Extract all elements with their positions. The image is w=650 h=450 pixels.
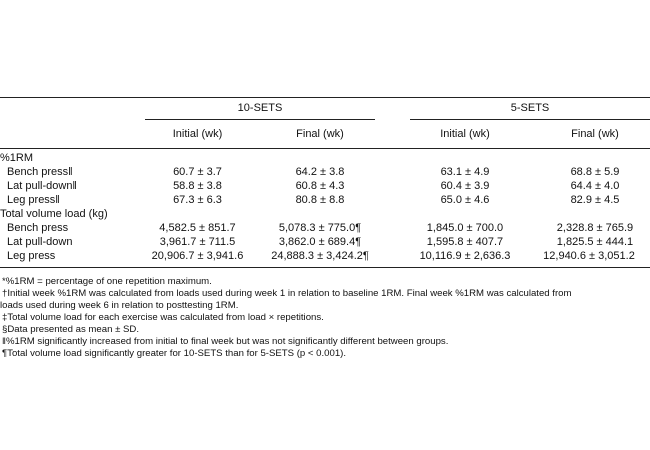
cell-value: 60.7 ± 3.7	[173, 166, 222, 178]
cell-value: 65.0 ± 4.6	[440, 194, 490, 206]
cell-value: 64.4 ± 4.0	[570, 180, 620, 192]
subhead-5-initial: Initial (wk)	[440, 128, 490, 140]
cell-value: 3,862.0 ± 689.4¶	[278, 236, 362, 248]
cell-value: 80.8 ± 8.8	[295, 194, 345, 206]
cell-value: 58.8 ± 3.8	[173, 180, 222, 192]
subhead-5-final: Final (wk)	[571, 128, 619, 140]
footnote: †Initial week %1RM was calculated from loads used during week 1 in relation to baseline 1RM. Final week %1RM was calculated from	[2, 288, 572, 299]
cell-value: 82.9 ± 4.5	[570, 194, 620, 206]
footnote: §Data presented as mean ± SD.	[2, 324, 139, 335]
cell-value: 64.2 ± 3.8	[295, 166, 345, 178]
cell-value: 5,078.3 ± 775.0¶	[278, 222, 362, 234]
cell-value: 20,906.7 ± 3,941.6	[151, 250, 244, 262]
cell-value: 1,825.5 ± 444.1	[556, 236, 634, 248]
group-header-10-sets: 10-SETS	[237, 102, 283, 114]
footnote: ‖%1RM significantly increased from initial to final week but was not significantly different between groups.	[2, 336, 449, 347]
row-label: Leg press‖	[7, 194, 60, 206]
section-title-total-volume-load: Total volume load (kg)	[0, 208, 108, 220]
cell-value: 4,582.5 ± 851.7	[159, 222, 236, 234]
cell-value: 1,845.0 ± 700.0	[426, 222, 504, 234]
footnote: ¶Total volume load significantly greater for 10-SETS than for 5-SETS (p < 0.001).	[2, 348, 347, 359]
row-label: Lat pull-down‖	[7, 180, 77, 192]
cell-value: 60.4 ± 3.9	[440, 180, 490, 192]
footnote: ‡Total volume load for each exercise was calculated from load × repetitions.	[2, 312, 324, 323]
cell-value: 67.3 ± 6.3	[173, 194, 222, 206]
cell-value: 12,940.6 ± 3,051.2	[543, 250, 635, 262]
cell-value: 60.8 ± 4.3	[295, 180, 345, 192]
subhead-10-initial: Initial (wk)	[172, 128, 223, 140]
section-title-percent-1rm: %1RM	[0, 152, 34, 164]
table-bottom-rule	[0, 267, 650, 268]
row-label: Bench press	[7, 222, 69, 234]
footnote: loads used during week 6 in relation to posttesting 1RM.	[0, 300, 239, 311]
cell-value: 1,595.8 ± 407.7	[426, 236, 504, 248]
footnote: *%1RM = percentage of one repetition maximum.	[2, 276, 212, 287]
group-header-5-sets: 5-SETS	[510, 102, 550, 114]
group-rule-5-sets	[410, 119, 650, 120]
table-top-rule	[0, 97, 650, 98]
cell-value: 2,328.8 ± 765.9	[556, 222, 634, 234]
row-label: Leg press	[7, 250, 56, 262]
cell-value: 3,961.7 ± 711.5	[159, 236, 236, 248]
table-header-rule	[0, 148, 650, 149]
row-label: Lat pull-down	[7, 236, 73, 248]
row-label: Bench press‖	[7, 166, 73, 178]
cell-value: 24,888.3 ± 3,424.2¶	[271, 250, 369, 262]
subhead-10-final: Final (wk)	[296, 128, 344, 140]
cell-value: 68.8 ± 5.9	[570, 166, 620, 178]
cell-value: 10,116.9 ± 2,636.3	[419, 250, 511, 262]
group-rule-10-sets	[145, 119, 375, 120]
cell-value: 63.1 ± 4.9	[440, 166, 490, 178]
